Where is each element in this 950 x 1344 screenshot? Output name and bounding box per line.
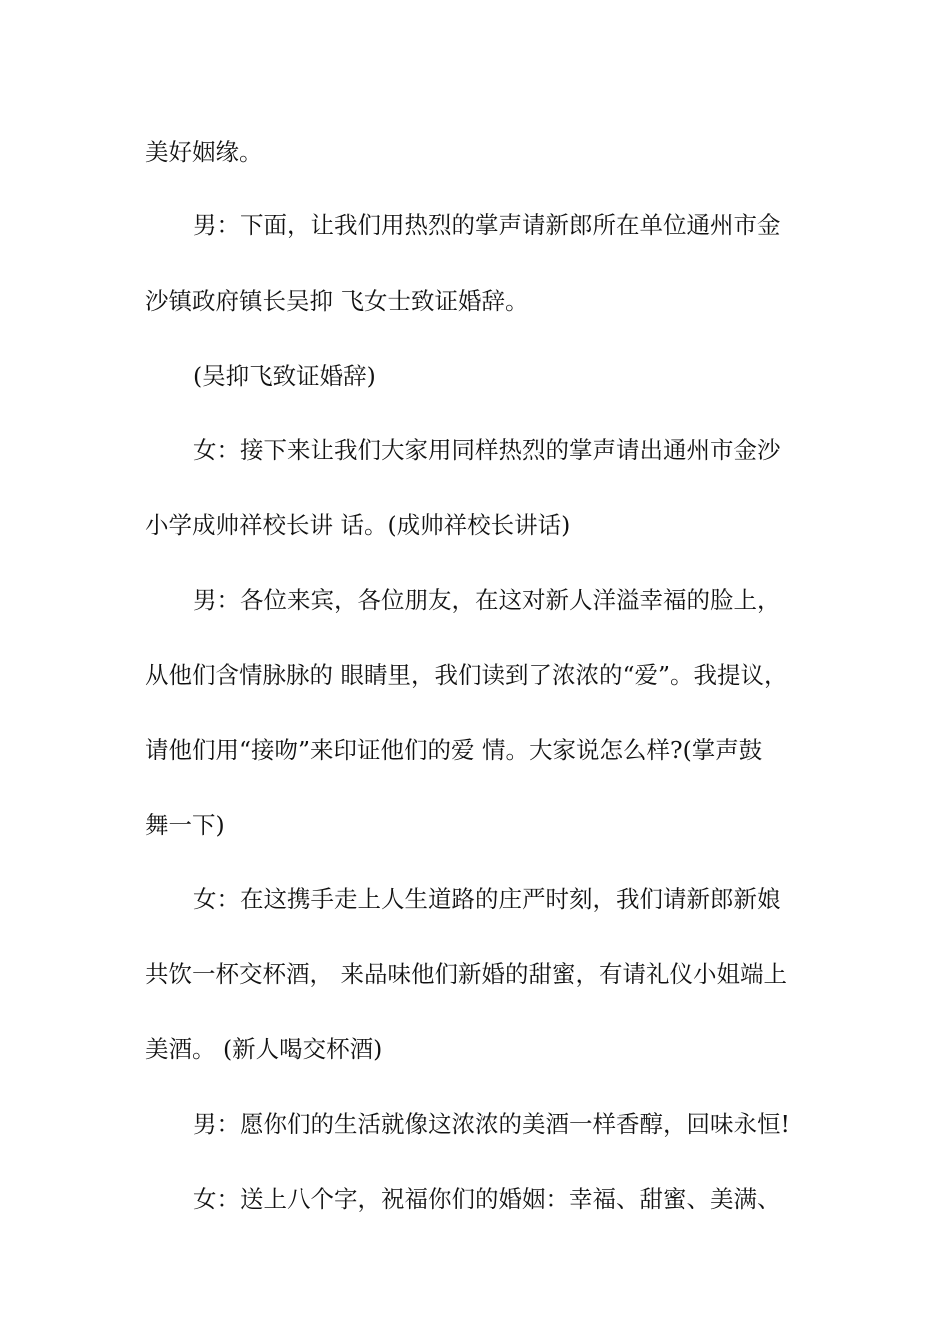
- text-line-12: 共饮一杯交杯酒， 来品味他们新婚的甜蜜，有请礼仪小姐端上: [145, 960, 787, 988]
- text-line-7: 男：各位来宾，各位朋友，在这对新人洋溢幸福的脸上，: [193, 586, 781, 614]
- text-line-15: 女：送上八个字，祝福你们的婚姻：幸福、甜蜜、美满、: [193, 1185, 781, 1213]
- text-line-10: 舞一下): [145, 811, 225, 839]
- text-line-9: 请他们用“接吻”来印证他们的爱 情。大家说怎么样?(掌声鼓: [145, 736, 763, 764]
- text-line-4: (吴抑飞致证婚辞): [193, 362, 376, 390]
- text-line-11: 女：在这携手走上人生道路的庄严时刻，我们请新郎新娘: [193, 885, 781, 913]
- text-line-1: 美好姻缘。: [145, 138, 263, 166]
- text-line-14: 男：愿你们的生活就像这浓浓的美酒一样香醇，回味永恒!: [193, 1110, 790, 1138]
- text-line-8: 从他们含情脉脉的 眼睛里，我们读到了浓浓的“爱”。我提议，: [145, 661, 788, 689]
- text-line-2: 男：下面，让我们用热烈的掌声请新郎所在单位通州市金: [193, 211, 781, 239]
- text-line-5: 女：接下来让我们大家用同样热烈的掌声请出通州市金沙: [193, 436, 781, 464]
- text-line-3: 沙镇政府镇长吴抑 飞女士致证婚辞。: [145, 287, 529, 315]
- text-line-6: 小学成帅祥校长讲 话。(成帅祥校长讲话): [145, 511, 571, 539]
- text-line-13: 美酒。 (新人喝交杯酒): [145, 1035, 383, 1063]
